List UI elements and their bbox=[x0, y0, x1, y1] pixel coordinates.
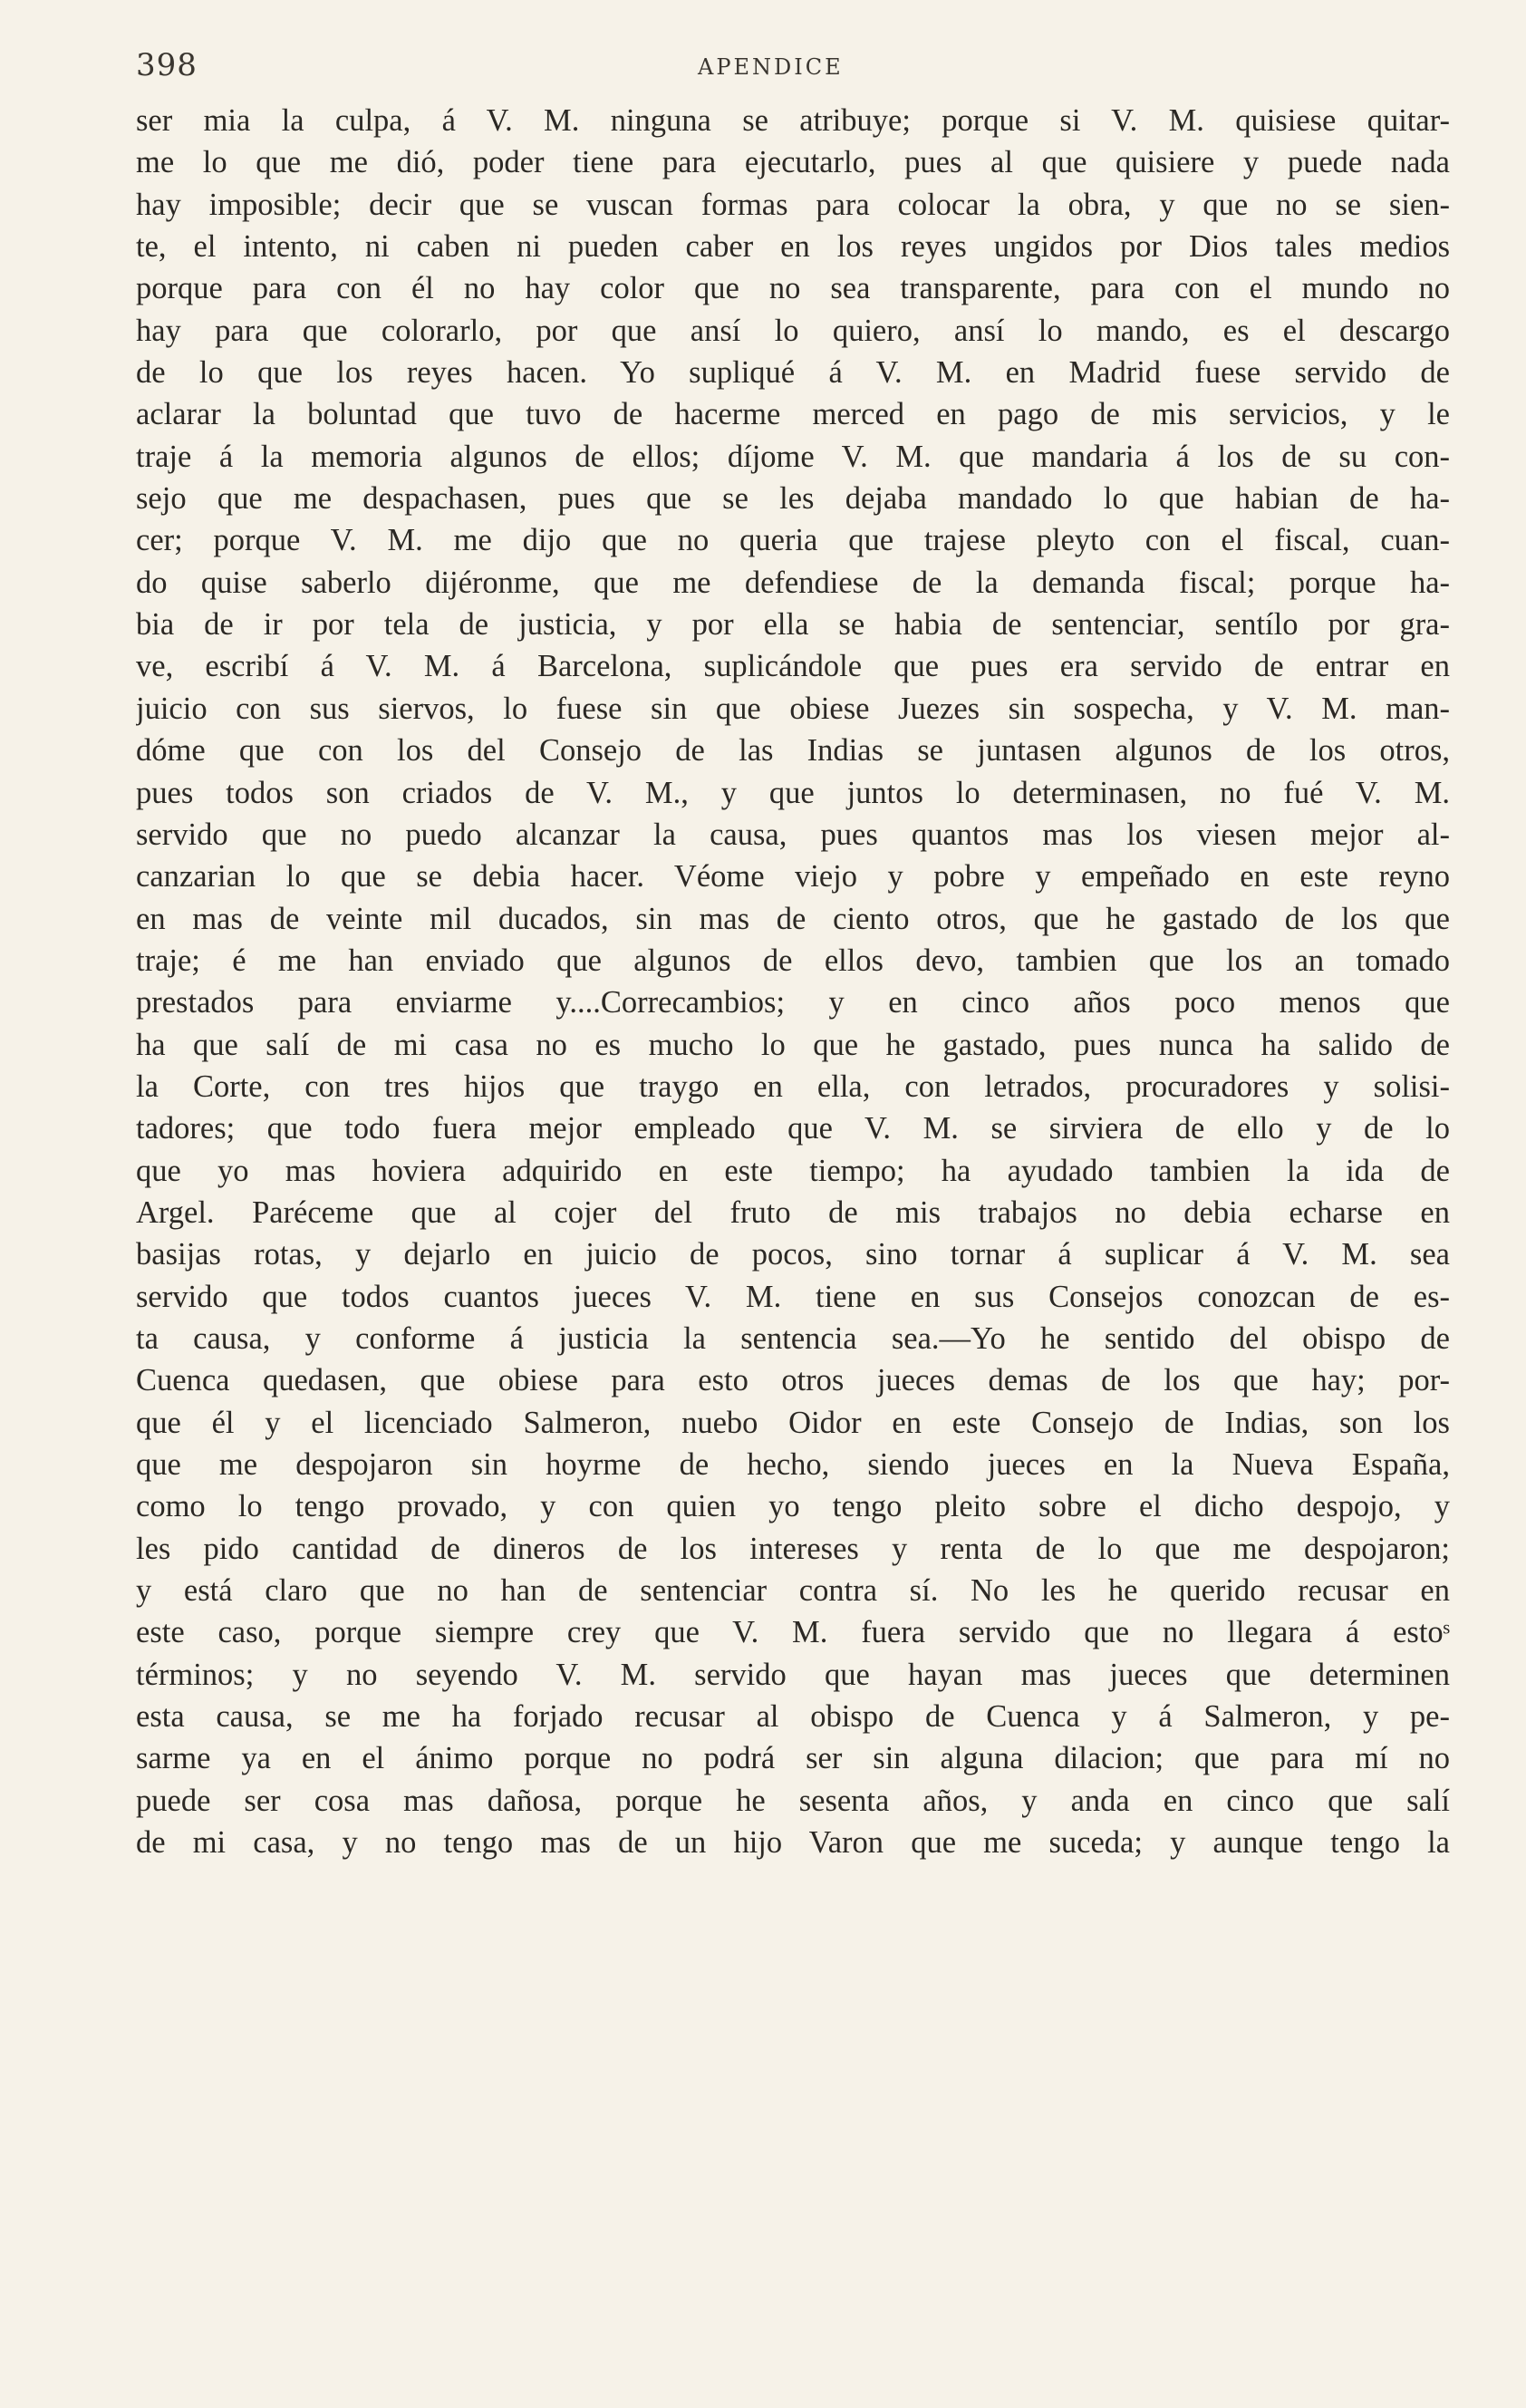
text-line: que yo mas hoviera adquirido en este tiempo; ha ayudado tambien la ida de bbox=[136, 1153, 1450, 1188]
text-line: cer; porque V. M. me dijo que no queria que trajese pleyto con el fiscal, cuan- bbox=[136, 523, 1450, 558]
text-line: puede ser cosa mas dañosa, porque he sesenta años, y anda en cinco que salí bbox=[136, 1783, 1450, 1818]
text-line: sarme ya en el ánimo porque no podrá ser sin alguna dilacion; que para mí no bbox=[136, 1741, 1450, 1776]
text-line: hay imposible; decir que se vuscan formas para colocar la obra, y que no se sien- bbox=[136, 187, 1450, 222]
text-line: y está claro que no han de sentenciar contra sí. No les he querido recusar en bbox=[136, 1573, 1450, 1609]
text-line: bia de ir por tela de justicia, y por ella se habia de sentenciar, sentílo por gra- bbox=[136, 607, 1450, 643]
text-line: esta causa, se me ha forjado recusar al obispo de Cuenca y á Salmeron, y pe- bbox=[136, 1699, 1450, 1735]
text-line: que me despojaron sin hoyrme de hecho, siendo jueces en la Nueva España, bbox=[136, 1447, 1450, 1482]
text-line: sejo que me despachasen, pues que se les dejaba mandado lo que habian de ha- bbox=[136, 481, 1450, 517]
text-line: do quise saberlo dijéronme, que me defendiese de la demanda fiscal; porque ha- bbox=[136, 565, 1450, 600]
text-line: términos; y no seyendo V. M. servido que hayan mas jueces que determinen bbox=[136, 1657, 1450, 1692]
text-line: basijas rotas, y dejarlo en juicio de pocos, sino tornar á suplicar á V. M. sea bbox=[136, 1237, 1450, 1272]
text-line: prestados para enviarme y....Correcambios; y en cinco años poco menos que bbox=[136, 985, 1450, 1020]
text-line: ha que salí de mi casa no es mucho lo que he gastado, pues nunca ha salido de bbox=[136, 1027, 1450, 1062]
text-line: hay para que colorarlo, por que ansí lo quiero, ansí lo mando, es el descargo bbox=[136, 313, 1450, 348]
body-text bbox=[136, 100, 1450, 1863]
text-line: te, el intento, ni caben ni pueden caber en los reyes ungidos por Dios tales medios bbox=[136, 229, 1450, 265]
text-line: de mi casa, y no tengo mas de un hijo Varon que me suceda; y aunque tengo la bbox=[136, 1825, 1450, 1861]
text-line: como lo tengo provado, y con quien yo tengo pleito sobre el dicho despojo, y bbox=[136, 1489, 1450, 1524]
running-title: APENDICE bbox=[698, 54, 844, 80]
text-line: aclarar la boluntad que tuvo de hacerme merced en pago de mis servicios, y le bbox=[136, 397, 1450, 432]
text-line: juicio con sus siervos, lo fuese sin que obiese Juezes sin sospecha, y V. M. man- bbox=[136, 691, 1450, 726]
text-line: servido que no puedo alcanzar la causa, pues quantos mas los viesen mejor al- bbox=[136, 817, 1450, 852]
text-line: la Corte, con tres hijos que traygo en ella, con letrados, procuradores y solisi- bbox=[136, 1069, 1450, 1104]
text-line: Argel. Paréceme que al cojer del fruto de mis trabajos no debia echarse en bbox=[136, 1194, 1450, 1230]
text-line: dóme que con los del Consejo de las Indias se juntasen algunos de los otros, bbox=[136, 733, 1450, 769]
text-line: ser mia la culpa, á V. M. ninguna se atribuye; porque si V. M. quisiese quitar- bbox=[136, 103, 1450, 138]
text-line: porque para con él no hay color que no sea transparente, para con el mundo no bbox=[136, 271, 1450, 306]
text-line: pues todos son criados de V. M., y que juntos lo determinasen, no fué V. M. bbox=[136, 775, 1450, 810]
text-line: me lo que me dió, poder tiene para ejecutarlo, pues al que quisiere y puede nada bbox=[136, 145, 1450, 180]
text-line: traje á la memoria algunos de ellos; díjome V. M. que mandaria á los de su con- bbox=[136, 439, 1450, 474]
text-line: de lo que los reyes hacen. Yo supliqué á V. M. en Madrid fuese servido de bbox=[136, 355, 1450, 391]
text-line: ta causa, y conforme á justicia la sentencia sea.—Yo he sentido del obispo de bbox=[136, 1320, 1450, 1356]
running-head bbox=[136, 47, 1450, 92]
text-line: en mas de veinte mil ducados, sin mas de ciento otros, que he gastado de los que bbox=[136, 901, 1450, 936]
text-line: canzarian lo que se debia hacer. Véome viejo y pobre y empeñado en este reyno bbox=[136, 859, 1450, 895]
text-line: tadores; que todo fuera mejor empleado que V. M. se sirviera de ello y de lo bbox=[136, 1111, 1450, 1146]
text-line: ve, escribí á V. M. á Barcelona, suplicándole que pues era servido de entrar en bbox=[136, 649, 1450, 684]
text-line: Cuenca quedasen, que obiese para esto otros jueces demas de los que hay; por- bbox=[136, 1363, 1450, 1398]
page-number: 398 bbox=[136, 47, 198, 83]
text-line: que él y el licenciado Salmeron, nuebo Oidor en este Consejo de Indias, son los bbox=[136, 1405, 1450, 1440]
text-line: este caso, porque siempre crey que V. M. fuera servido que no llegara á estoˢ bbox=[136, 1615, 1450, 1650]
text-line: traje; é me han enviado que algunos de ellos devo, tambien que los an tomado bbox=[136, 943, 1450, 978]
text-line: servido que todos cuantos jueces V. M. tiene en sus Consejos conozcan de es- bbox=[136, 1279, 1450, 1314]
text-line: les pido cantidad de dineros de los intereses y renta de lo que me despojaron; bbox=[136, 1531, 1450, 1566]
